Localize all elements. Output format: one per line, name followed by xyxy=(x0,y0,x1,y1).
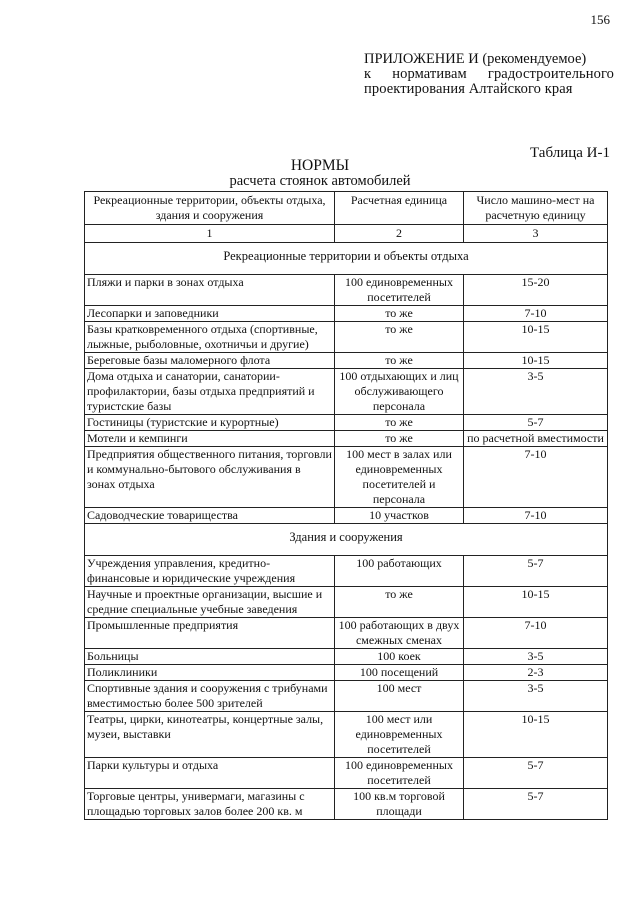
table-row xyxy=(85,447,608,508)
section-row xyxy=(85,243,608,275)
parking-spaces-cell: 7-10 xyxy=(464,447,608,508)
table-heading xyxy=(0,158,640,189)
object-name-cell: Лесопарки и заповедники xyxy=(85,306,335,322)
table-row xyxy=(85,415,608,431)
object-name-cell: Мотели и кемпинги xyxy=(85,431,335,447)
parking-spaces-cell: 7-10 xyxy=(464,618,608,649)
object-name-cell: Предприятия общественного питания, торговли и коммунально-бытового обслуживания в зонах отдыха xyxy=(85,447,335,508)
table-label: Таблица И-1 xyxy=(530,145,610,161)
object-name-cell: Спортивные здания и сооружения с трибунами вместимостью более 500 зрителей xyxy=(85,681,335,712)
table-row xyxy=(85,306,608,322)
table-row xyxy=(85,369,608,415)
object-name-cell: Театры, цирки, кинотеатры, концертные залы, музеи, выставки xyxy=(85,712,335,758)
object-name-cell: Учреждения управления, кредитно-финансовые и юридические учреждения xyxy=(85,556,335,587)
table-row xyxy=(85,758,608,789)
table-row xyxy=(85,649,608,665)
parking-spaces-cell: 10-15 xyxy=(464,353,608,369)
calc-unit-cell: 100 кв.м торговой площади xyxy=(335,789,464,820)
header-cell: Рекреационные территории, объекты отдыха, здания и сооружения xyxy=(85,192,335,225)
calc-unit-cell: 100 мест xyxy=(335,681,464,712)
header-row xyxy=(85,192,608,225)
parking-norms-table xyxy=(84,191,608,820)
parking-spaces-cell: 5-7 xyxy=(464,556,608,587)
table-row xyxy=(85,587,608,618)
object-name-cell: Дома отдыха и санатории, санатории-профилактории, базы отдыха предприятий и туристские базы xyxy=(85,369,335,415)
object-name-cell: Поликлиники xyxy=(85,665,335,681)
calc-unit-cell: то же xyxy=(335,431,464,447)
section-title: Рекреационные территории и объекты отдыха xyxy=(85,243,608,275)
parking-spaces-cell: 7-10 xyxy=(464,306,608,322)
parking-spaces-cell: 3-5 xyxy=(464,681,608,712)
table-row xyxy=(85,353,608,369)
parking-spaces-cell: 10-15 xyxy=(464,322,608,353)
column-number: 1 xyxy=(85,225,335,243)
parking-spaces-cell: 2-3 xyxy=(464,665,608,681)
object-name-cell: Научные и проектные организации, высшие и средние специальные учебные заведения xyxy=(85,587,335,618)
column-number: 3 xyxy=(464,225,608,243)
calc-unit-cell: 100 работающих в двух смежных сменах xyxy=(335,618,464,649)
parking-spaces-cell: 5-7 xyxy=(464,789,608,820)
appendix-line-2: к нормативам градостроительного xyxy=(364,66,614,82)
calc-unit-cell: 100 единовременных посетителей xyxy=(335,275,464,306)
column-number-row xyxy=(85,225,608,243)
table-row xyxy=(85,322,608,353)
table-row xyxy=(85,275,608,306)
table-row xyxy=(85,508,608,524)
heading-title: НОРМЫ xyxy=(290,157,350,174)
calc-unit-cell: 100 работающих xyxy=(335,556,464,587)
parking-spaces-cell: 5-7 xyxy=(464,415,608,431)
parking-spaces-cell: 10-15 xyxy=(464,587,608,618)
section-row xyxy=(85,524,608,556)
calc-unit-cell: 100 мест в залах или единовременных посетителей и персонала xyxy=(335,447,464,508)
object-name-cell: Базы кратковременного отдыха (спортивные, лыжные, рыболовные, охотничьи и другие) xyxy=(85,322,335,353)
calc-unit-cell: 10 участков xyxy=(335,508,464,524)
calc-unit-cell: то же xyxy=(335,322,464,353)
section-title: Здания и сооружения xyxy=(85,524,608,556)
parking-spaces-cell: 3-5 xyxy=(464,369,608,415)
object-name-cell: Промышленные предприятия xyxy=(85,618,335,649)
parking-spaces-cell: 7-10 xyxy=(464,508,608,524)
calc-unit-cell: 100 посещений xyxy=(335,665,464,681)
parking-spaces-cell: 5-7 xyxy=(464,758,608,789)
object-name-cell: Парки культуры и отдыха xyxy=(85,758,335,789)
calc-unit-cell: 100 отдыхающих и лиц обслуживающего персонала xyxy=(335,369,464,415)
calc-unit-cell: то же xyxy=(335,415,464,431)
calc-unit-cell: то же xyxy=(335,353,464,369)
calc-unit-cell: то же xyxy=(335,306,464,322)
parking-spaces-cell: 3-5 xyxy=(464,649,608,665)
table-row xyxy=(85,712,608,758)
object-name-cell: Гостиницы (туристские и курортные) xyxy=(85,415,335,431)
column-number: 2 xyxy=(335,225,464,243)
parking-spaces-cell: по расчетной вместимости xyxy=(464,431,608,447)
header-cell: Число машино-мест на расчетную единицу xyxy=(464,192,608,225)
appendix-title: ПРИЛОЖЕНИЕ И (рекомендуемое) xyxy=(364,51,587,67)
heading-subtitle: расчета стоянок автомобилей xyxy=(229,173,411,189)
object-name-cell: Пляжи и парки в зонах отдыха xyxy=(85,275,335,306)
appendix-line-3: проектирования Алтайского края xyxy=(364,81,573,97)
parking-spaces-cell: 15-20 xyxy=(464,275,608,306)
calc-unit-cell: 100 единовременных посетителей xyxy=(335,758,464,789)
parking-spaces-cell: 10-15 xyxy=(464,712,608,758)
calc-unit-cell: то же xyxy=(335,587,464,618)
table-row xyxy=(85,681,608,712)
calc-unit-cell: 100 коек xyxy=(335,649,464,665)
object-name-cell: Береговые базы маломерного флота xyxy=(85,353,335,369)
table-row xyxy=(85,618,608,649)
table-row xyxy=(85,665,608,681)
appendix-header xyxy=(364,52,614,97)
calc-unit-cell: 100 мест или единовременных посетителей xyxy=(335,712,464,758)
object-name-cell: Больницы xyxy=(85,649,335,665)
table-row xyxy=(85,556,608,587)
page-number: 156 xyxy=(590,12,610,27)
object-name-cell: Торговые центры, универмаги, магазины с площадью торговых залов более 200 кв. м xyxy=(85,789,335,820)
table-row xyxy=(85,789,608,820)
table-row xyxy=(85,431,608,447)
object-name-cell: Садоводческие товарищества xyxy=(85,508,335,524)
header-cell: Расчетная единица xyxy=(335,192,464,225)
